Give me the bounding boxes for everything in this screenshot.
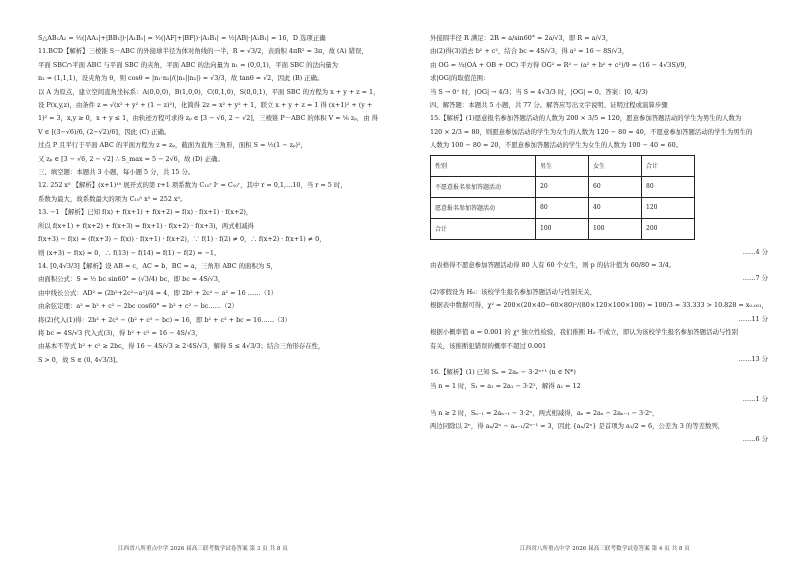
text-line: 由(2)得(3)消去 b² + c²，结合 bc = 4S/√3，得 a² = 16 − 8S/√3，: [430, 47, 629, 56]
text-line: ……4 分: [742, 247, 768, 256]
page-footer: 江西省八所重点中学 2026 届高三联考数学试卷答案 第 3 页 共 8 页: [118, 546, 288, 552]
text-line: 所以 f(x+1) + f(x+2) + f(x+3) = f(x+1) · f(x+2) · f(x+3)，两式相减得: [38, 221, 254, 230]
text-line: 又 zₚ ∈ [3 − √6, 2 − √2] ∴ S_max = 5 − 2√6，故 (D) 正确。: [38, 154, 224, 163]
text-line: 12. 252 x⁵ 【解析】(x+1)¹⁰ 展开式的第 r+1 项系数为 C₁₀ʳ Iʳ = C₁₀ʳ，其中 r = 0,1,…10，当 r = 5 时，: [38, 181, 347, 190]
text-line: 设 P(x,y,z)，由条件 z = √(x² + y² + (1 − z)²)，化简得 2z = x² + y² + 1，联立 x + y + z = 1 得 (x+1)² + (y +: [38, 101, 373, 110]
text-line: 以 A 为原点，建立空间直角坐标系：A(0,0,0)，B(1,0,0)，C(0,1,0)，S(0,0,1)，平面 SBC 的方程为 x + y + z = 1，: [38, 87, 380, 96]
table-cell: 性别: [431, 155, 536, 176]
text-line: 由基本不等式 b² + c² ≥ 2bc，得 16 − 4S/√3 ≥ 2·4S/√3，解得 S ≤ 4√3/3；结合三角形存在性，: [38, 342, 325, 351]
table-header-row: [431, 155, 695, 176]
table-cell: 200: [642, 218, 695, 239]
text-line: 求|OG|的取值范围：: [430, 74, 490, 83]
table-row: [431, 176, 695, 197]
text-line: 平面 SBC∩平面 ABC 与平面 SBC 的夹角，平面 ABC 的法向量为 n₁ = (0,0,1)，平面 SBC 的法向量为: [38, 60, 339, 69]
table-cell: 愿意报名参加答题活动: [431, 197, 536, 218]
text-line: 1)² = 3，x,y ≥ 0，x + y ≤ 1，由轨迹方程可求得 zₚ ∈ [3 − √6, 2 − √2]，三棱锥 P－ABC 的体积 V = ⅙ zₚ，由 得: [38, 114, 379, 123]
answer-text-block: [38, 34, 386, 364]
table-row: [431, 218, 695, 239]
text-line: 根据小概率值 α = 0.001 的 χ² 独立性检验，我们推断 H₀ 不成立，即认为该校学生报名参加答题活动与性别: [430, 328, 739, 337]
text-line: 120 × 2/3 = 80，则愿意参加活动的学生为女生的人数为 120 − 80 = 40，不愿意参加答题活动的学生为男生的: [430, 127, 753, 136]
text-line: 将 bc = 4S/√3 代入式(3)，得 b² + c² = 16 − 4S/√3，: [38, 328, 202, 337]
answer-page-4: [400, 0, 800, 566]
text-line: S△AB₁A₂ = ½(|AA₁|+|BB₁|)·|A₁B₁| = ½(|AF|+|BF|)·|A₁B₁| = ½|AB|·|A₁B₁| = 16，D 选项正确: [38, 34, 326, 42]
text-line: 由中线长公式：AD² = (2b²+2c²−a²)/4 = 4，即 2b² + 2c² − a² = 16 ……（1）: [38, 288, 278, 297]
text-line: 当 n ≥ 2 时，Sₙ₋₁ = 2aₙ₋₁ − 3·2ⁿ，两式相减得，aₙ = 2aₙ − 2aₙ₋₁ − 3·2ⁿ，: [430, 408, 659, 417]
table-cell: 100: [536, 218, 589, 239]
table-cell: 不愿意报名参加答题活动: [431, 176, 536, 197]
text-line: 16.【解析】(1) 已知 Sₙ = 2aₙ − 3·2ⁿ⁺¹ (n ∈ N*): [430, 368, 576, 377]
table-row: [431, 197, 695, 218]
text-line: f(x+3) − f(x) = (f(x+3) − f(x)) · f(x+1) · f(x+2)，∵ f(1) · f(2) ≠ 0，∴ f(x+2) · f(x+1) ≠ 0，: [38, 235, 326, 244]
table-cell: 100: [589, 218, 642, 239]
text-line: 三、填空题：本题共 3 小题，每小题 5 分，共 15 分。: [38, 168, 195, 177]
text-line: ……11 分: [738, 314, 768, 323]
text-line: n₂ = (1,1,1)，设夹角为 θ，则 cosθ = |n₁·n₂|/(|n₁||n₂|) = √3/3，故 tanθ = √2，因此 (B) 正确。: [38, 74, 324, 83]
text-line: (2)零假设为 H₀：该校学生报名参加答题活动与性别无关，: [430, 287, 597, 296]
text-line: ……7 分: [742, 274, 768, 283]
text-line: 外接圆半径 R 满足：2R = a/sin60° = 2a/√3，即 R = a/√3，: [430, 34, 613, 42]
text-line: 根据表中数据可得，χ² = 200×(20×40−60×80)²/(80×120×100×100) = 100/3 ≈ 33.333 > 10.828 = x₀.₀₀₁，: [430, 301, 769, 310]
text-line: 由面积公式：S = ½ bc sin60° = (√3/4) bc，即 bc = 4S/√3，: [38, 275, 225, 284]
table-cell: 合计: [642, 155, 695, 176]
text-line: 11.BCD【解析】三棱锥 S－ABC 的外接球半径为体对角线的一半，R = √3/2，表面积 4πR² = 3π，故 (A) 错误，: [38, 47, 368, 56]
text-line: 四、解答题：本题共 5 小题，共 77 分。解答应写出文字说明、证明过程或演算步骤: [430, 101, 668, 110]
table-cell: 40: [589, 197, 642, 218]
page-footer: 江西省八所重点中学 2026 届高三联考数学试卷答案 第 4 页 共 8 页: [520, 546, 690, 552]
text-line: ……6 分: [742, 435, 768, 444]
text-line: 14. [0,4√3/3]【解析】设 AB = c，AC = b，BC = a，三角形 ABC 的面积为 S，: [38, 261, 278, 270]
table-cell: 男生: [536, 155, 589, 176]
table-cell: 20: [536, 176, 589, 197]
text-line: 13. −1 【解析】已知 f(x) + f(x+1) + f(x+2) = f(x) · f(x+1) · f(x+2)，: [38, 208, 253, 217]
text-line: 系数为最大，故系数最大的项为 C₁₀⁵ x⁵ = 252 x⁵。: [38, 194, 187, 203]
text-line: ……1 分: [742, 395, 768, 404]
text-line: ……13 分: [738, 354, 768, 363]
text-line: V ∈ [(3−√6)/6, (2−√2)/6]，因此 (C) 正确。: [38, 127, 171, 136]
answer-text-block: [430, 34, 786, 150]
answer-text-block: [430, 248, 786, 444]
text-line: 两边同除以 2ⁿ，得 aₙ/2ⁿ − aₙ₋₁/2ⁿ⁻¹ = 3，因此 {aₙ/2ⁿ} 是首项为 a₁/2 = 6，公差为 3 的等差数列，: [430, 421, 725, 430]
text-line: 则 (x+3) − f(x) = 0，∴ f(13) − f(14) = f(1) − f(2) = −1。: [38, 248, 221, 257]
text-line: 将(2)代入(1)得：2b² + 2c² − (b² + c² − bc) = 16，即 b² + c² + bc = 16……（3）: [38, 315, 291, 324]
text-line: 当 n = 1 时，S₁ = a₁ = 2a₁ − 3·2²，解得 a₁ = 12: [430, 381, 581, 390]
table-cell: 80: [536, 197, 589, 218]
text-line: 由表格得不愿意参加答题活动得 80 人有 60 个女生，则 p 的估计值为 60/80 = 3/4。: [430, 261, 676, 270]
text-line: 当 S → 0⁺ 时，|OG| → 4/3；当 S = 4√3/3 时，|OG| = 0。答案：[0, 4/3): [430, 87, 648, 96]
text-line: 人数为 100 − 80 = 20，不愿意参加答题活动的学生为女生的人数为 100 − 40 = 60。: [430, 141, 683, 150]
table-cell: 合计: [431, 218, 536, 239]
text-line: 过点 P 且平行于平面 ABC 的平面方程为 z = zₚ，截面为直角三角形，面积 S = ½(1 − zₚ)²，: [38, 141, 308, 150]
contingency-table: [430, 155, 695, 240]
table-cell: 女生: [589, 155, 642, 176]
text-line: 由 OG = ⅓(OA + OB + OC) 平方得 OG² = R² − (a² + b² + c²)/9 = (16 − 4√3S)/9，: [430, 60, 691, 69]
text-line: S > 0，故 S ∈ (0, 4√3/3]。: [38, 355, 122, 364]
text-line: 由余弦定理：a² = b² + c² − 2bc cos60° = b² + c² − bc……（2）: [38, 302, 238, 311]
text-line: 有关，该推断犯错误的概率不超过 0.001: [430, 341, 547, 350]
table-cell: 120: [642, 197, 695, 218]
text-line: 15.【解析】(1)愿意报名参加答题活动的人数为 200 × 3/5 = 120，愿意参加答题活动的学生为男生的人数为: [430, 114, 742, 123]
table-cell: 80: [642, 176, 695, 197]
table-cell: 60: [589, 176, 642, 197]
